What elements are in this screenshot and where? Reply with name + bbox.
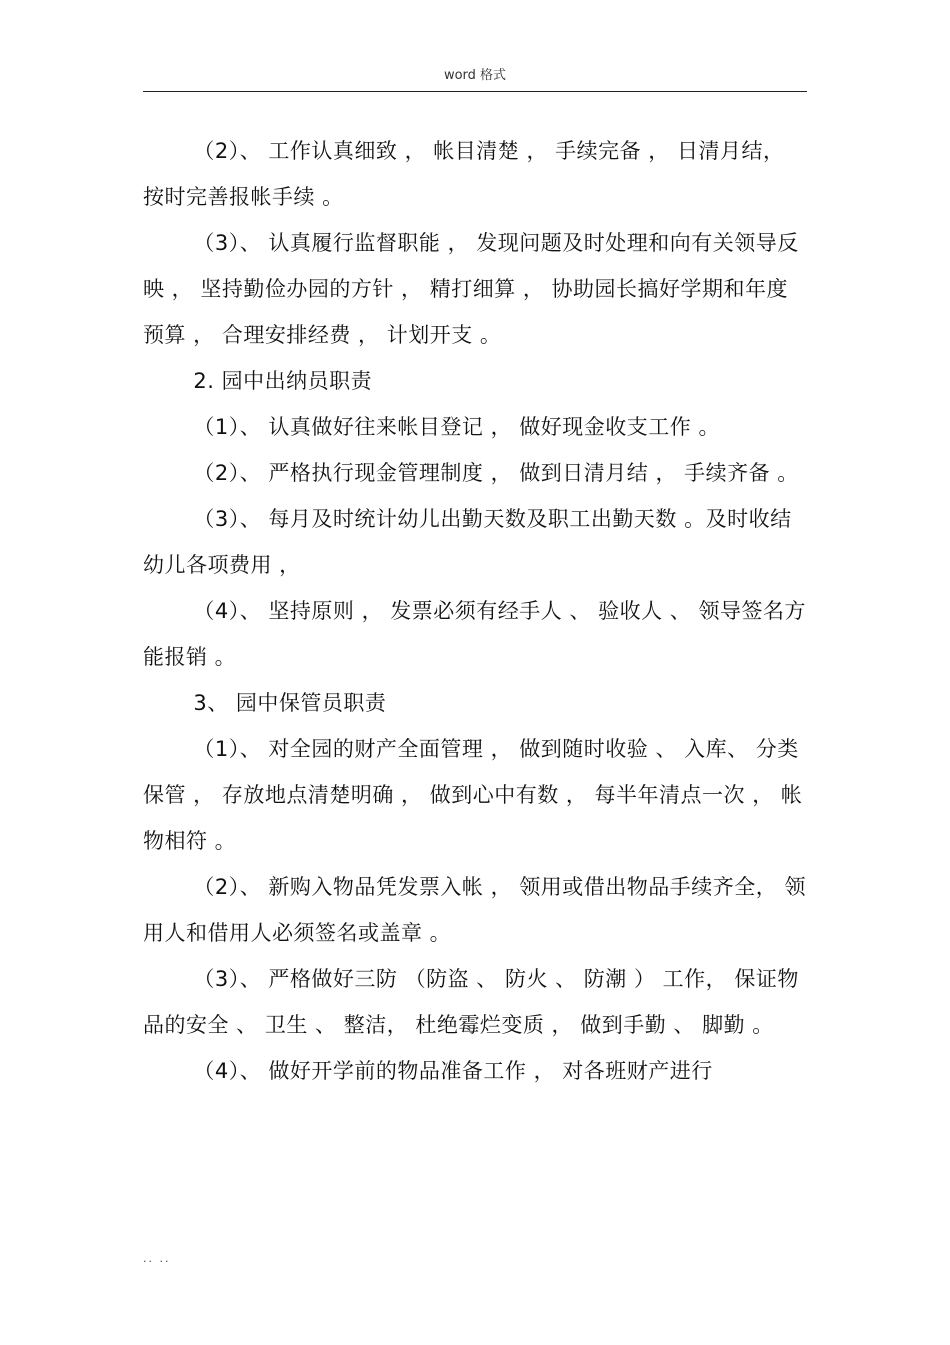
paragraph-custodian-3: （3）、 严格做好三防 （防盗 、 防火 、 防潮 ） 工作， 保证物品的安全 、 卫生 、 整洁， 杜绝霉烂变质 ， 做到手勤 、 脚勤 。 xyxy=(143,967,799,1037)
paragraph-cashier-4: （4）、 坚持原则 ， 发票必须有经手人 、 验收人 、 领导签名方能报销 。 xyxy=(143,599,806,669)
paragraph-custodian-4: （4）、 做好开学前的物品准备工作 ， 对各班财产进行 xyxy=(193,1059,713,1083)
section-heading-custodian: 3、 园中保管员职责 xyxy=(193,691,387,715)
paragraph-custodian-1: （1）、 对全园的财产全面管理 ， 做到随时收验 、 入库、 分类保管 ， 存放地点清楚明确 ， 做到心中有数 ， 每半年清点一次 ， 帐物相符 。 xyxy=(143,737,803,853)
paragraph-accountant-3: （3）、 认真履行监督职能 ， 发现问题及时处理和向有关领导反映 ， 坚持勤俭办园的方针 ， 精打细算 ， 协助园长搞好学期和年度预算 ， 合理安排经费 ， 计划开支 。 xyxy=(143,231,799,347)
document-body xyxy=(143,128,807,1094)
paragraph-custodian-2: （2）、 新购入物品凭发票入帐 ， 领用或借出物品手续齐全， 领用人和借用人必须签名或盖章 。 xyxy=(143,875,806,945)
paragraph-cashier-1: （1）、 认真做好往来帐目登记 ， 做好现金收支工作 。 xyxy=(193,415,720,439)
page-header: word 格式 xyxy=(443,68,507,83)
paragraph-cashier-3: （3）、 每月及时统计幼儿出勤天数及职工出勤天数 。及时收结幼儿各项费用 ， xyxy=(143,507,792,577)
paragraph-cashier-2: （2）、 严格执行现金管理制度 ， 做到日清月结 ， 手续齐备 。 xyxy=(193,461,799,485)
paragraph-accountant-2: （2）、 工作认真细致 ， 帐目清楚 ， 手续完备 ， 日清月结， 按时完善报帐手续 。 xyxy=(143,139,785,209)
page-footer-marks: .. .. xyxy=(143,1252,171,1265)
header-divider xyxy=(143,91,807,92)
section-heading-cashier: 2. 园中出纳员职责 xyxy=(193,369,373,393)
